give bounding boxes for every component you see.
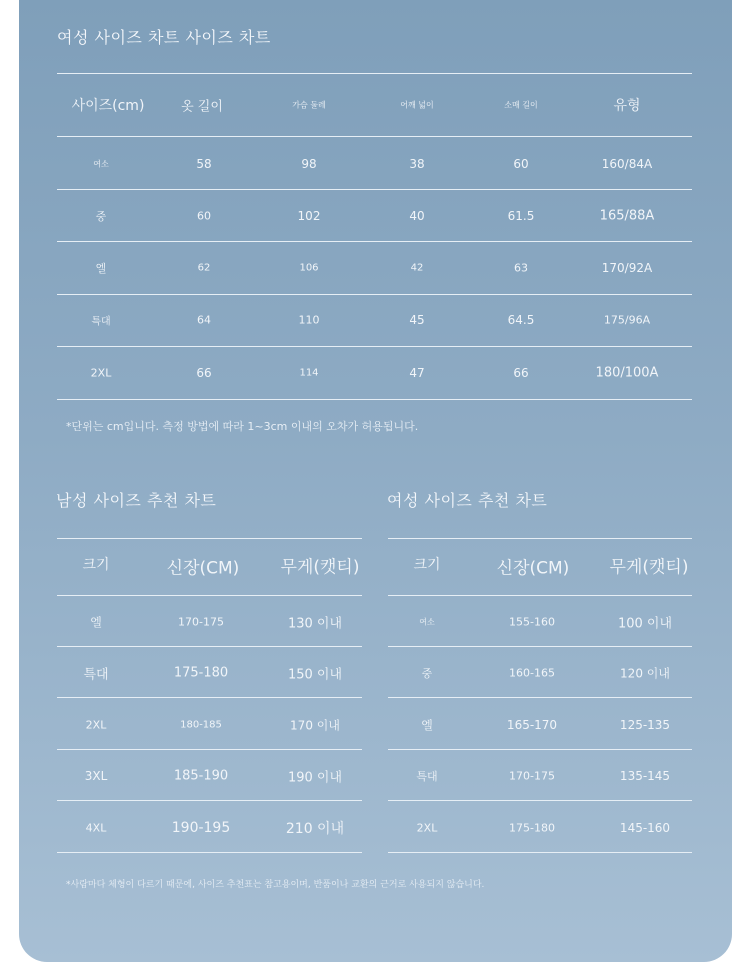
table-cell: 40 bbox=[409, 209, 425, 223]
table-cell: 66 bbox=[513, 366, 529, 380]
size-chart-panel bbox=[19, 0, 732, 962]
divider bbox=[57, 800, 362, 801]
table-cell: 64.5 bbox=[507, 313, 535, 327]
table-cell: 165/88A bbox=[599, 208, 655, 224]
divider bbox=[57, 189, 692, 190]
table-cell: 중 bbox=[421, 667, 433, 680]
table-cell: 100 이내 bbox=[617, 616, 673, 632]
divider bbox=[388, 646, 692, 647]
divider bbox=[388, 538, 692, 539]
table-cell: 42 bbox=[410, 262, 424, 274]
col-header-size: 크기 bbox=[82, 557, 110, 573]
table-cell: 120 이내 bbox=[620, 666, 670, 681]
table-cell: 63 bbox=[514, 261, 528, 275]
col-header-type: 유형 bbox=[613, 98, 641, 114]
col-header-height: 신장(CM) bbox=[496, 558, 570, 579]
table-cell: 58 bbox=[196, 157, 212, 171]
mens-recommendation-title: 남성 사이즈 추천 차트 bbox=[56, 491, 217, 510]
table-cell: 175-180 bbox=[173, 665, 229, 681]
col-header-size: 사이즈(cm) bbox=[71, 98, 145, 114]
divider bbox=[57, 538, 362, 539]
table-cell: 60 bbox=[513, 157, 529, 171]
table-cell: 4XL bbox=[85, 821, 107, 835]
table-cell: 61.5 bbox=[507, 209, 535, 223]
table-cell: 185-190 bbox=[173, 768, 229, 784]
table-cell: 특대 bbox=[91, 316, 111, 328]
table-cell: 106 bbox=[299, 262, 319, 274]
table-cell: 여소 bbox=[419, 617, 435, 627]
table-cell: 엘 bbox=[90, 615, 102, 630]
divider bbox=[57, 294, 692, 295]
table-cell: 특대 bbox=[416, 770, 438, 783]
divider bbox=[57, 852, 362, 853]
womens-size-chart-title: 여성 사이즈 차트 사이즈 차트 bbox=[57, 28, 271, 47]
table-cell: 특대 bbox=[83, 667, 109, 683]
table-cell: 160-165 bbox=[509, 666, 555, 680]
divider bbox=[388, 697, 692, 698]
divider bbox=[57, 697, 362, 698]
divider bbox=[388, 749, 692, 750]
col-header-chest: 가슴 둘레 bbox=[292, 100, 326, 110]
table-cell: 180-185 bbox=[180, 719, 222, 731]
table-cell: 여소 bbox=[93, 159, 109, 169]
table-cell: 175/96A bbox=[603, 313, 651, 327]
col-header-shoulder: 어깨 넓이 bbox=[400, 100, 434, 110]
table-cell: 엘 bbox=[421, 718, 433, 733]
table-cell: 190-195 bbox=[171, 820, 231, 836]
table-cell: 중 bbox=[95, 210, 107, 223]
divider bbox=[57, 749, 362, 750]
table-cell: 3XL bbox=[84, 769, 108, 783]
table-cell: 170 이내 bbox=[290, 718, 340, 733]
table-cell: 엘 bbox=[95, 262, 107, 275]
divider bbox=[57, 346, 692, 347]
table-cell: 60 bbox=[197, 209, 211, 223]
divider bbox=[57, 241, 692, 242]
table-cell: 66 bbox=[196, 366, 212, 380]
table-cell: 165-170 bbox=[506, 718, 558, 732]
table-cell: 175-180 bbox=[509, 821, 555, 835]
col-header-weight: 무게(캣티) bbox=[280, 557, 360, 578]
table-cell: 130 이내 bbox=[287, 616, 343, 632]
table-cell: 125-135 bbox=[619, 718, 671, 732]
table-cell: 47 bbox=[409, 366, 425, 380]
col-header-sleeve: 소매 길이 bbox=[504, 100, 538, 110]
womens-recommendation-title: 여성 사이즈 추천 차트 bbox=[387, 491, 548, 510]
table-cell: 170/92A bbox=[601, 261, 653, 275]
table-cell: 102 bbox=[297, 209, 321, 223]
table-cell: 180/100A bbox=[595, 365, 659, 381]
table-cell: 2XL bbox=[416, 821, 438, 835]
divider bbox=[57, 73, 692, 74]
col-header-height: 신장(CM) bbox=[166, 558, 240, 579]
table-cell: 2XL bbox=[90, 366, 112, 380]
table-cell: 62 bbox=[197, 262, 211, 274]
table-cell: 110 bbox=[298, 313, 320, 327]
table-cell: 45 bbox=[409, 313, 425, 327]
table-cell: 210 이내 bbox=[285, 821, 345, 837]
table-cell: 135-145 bbox=[619, 769, 671, 783]
table-cell: 160/84A bbox=[601, 157, 653, 171]
table-cell: 155-160 bbox=[509, 615, 555, 629]
table-cell: 170-175 bbox=[509, 769, 555, 783]
table-cell: 170-175 bbox=[178, 615, 224, 629]
divider bbox=[57, 399, 692, 400]
divider bbox=[57, 136, 692, 137]
table-cell: 98 bbox=[301, 157, 317, 171]
table-cell: 38 bbox=[409, 157, 425, 171]
table-cell: 114 bbox=[299, 367, 319, 379]
disclaimer-note: *사람마다 체형이 다르기 때문에, 사이즈 추천표는 참고용이며, 반품이나 교환의 근거로 사용되지 않습니다. bbox=[66, 880, 485, 890]
col-header-length: 옷 길이 bbox=[181, 99, 223, 115]
col-header-weight: 무게(캣티) bbox=[609, 557, 689, 578]
col-header-size: 크기 bbox=[413, 557, 441, 573]
divider bbox=[57, 646, 362, 647]
table-cell: 145-160 bbox=[619, 821, 671, 835]
divider bbox=[388, 852, 692, 853]
table-cell: 150 이내 bbox=[287, 667, 343, 683]
measurement-note: *단위는 cm입니다. 측정 방법에 따라 1~3cm 이내의 오차가 허용됩니다. bbox=[66, 420, 419, 433]
divider bbox=[388, 595, 692, 596]
table-cell: 190 이내 bbox=[287, 770, 343, 786]
divider bbox=[388, 800, 692, 801]
table-cell: 2XL bbox=[85, 718, 107, 732]
table-cell: 64 bbox=[197, 313, 211, 327]
divider bbox=[57, 595, 362, 596]
